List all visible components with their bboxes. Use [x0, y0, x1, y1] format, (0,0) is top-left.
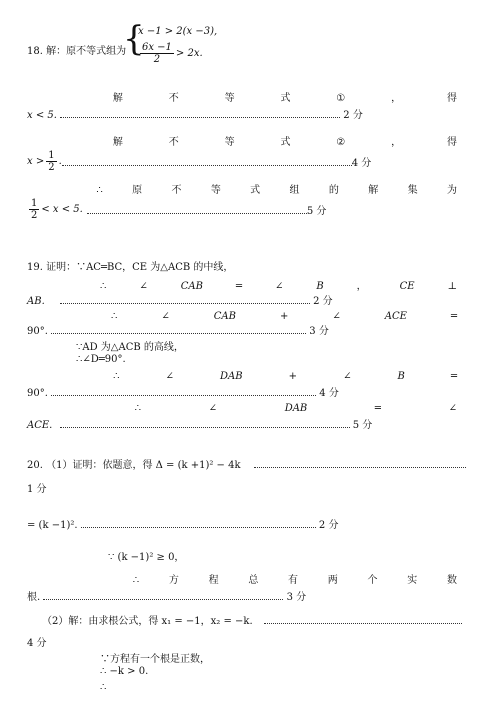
dotted-leader — [60, 109, 340, 118]
half-fraction: $\frac{1}{2}$ — [48, 150, 55, 173]
q20-l8: ∴ — [100, 682, 107, 693]
q18-step2-words: 解 不 等 式 ② ， 得 — [112, 137, 457, 148]
q19-l6-cont: ACE. 5 分 — [27, 420, 373, 431]
q20-expr3: ∵ (k −1)² ≥ 0， — [108, 552, 185, 563]
q18-step3-result-line: $\frac{1}{2}$ < x < 5. 5 分 — [31, 198, 327, 221]
system-fraction: $\frac{6x -1}{2}$ — [142, 42, 172, 65]
q19-l5-cont: 90°. 4 分 — [27, 388, 339, 399]
q19-header: 19. 证明：∵AC═BC，CE 为△ACB 的中线， — [27, 262, 234, 273]
q18-step1-words: 解 不 等 式 ① ， 得 — [112, 93, 457, 104]
dotted-leader — [60, 419, 350, 428]
q18-step2-result-line: x > $\frac{1}{2}$ . 4 分 — [27, 150, 372, 173]
q19-l4: ∴∠D═90°. — [76, 354, 126, 365]
dotted-leader — [254, 459, 466, 468]
system-line-2: $\frac{6x -1}{2}$ > 2x. — [142, 42, 203, 65]
dotted-leader — [264, 615, 462, 624]
system-line-1: x −1 > 2(x −3), — [138, 26, 218, 37]
q20-expr2-line: = (k −1)². 2 分 — [27, 520, 339, 531]
q18-header: 18. 解：原不等式组为 — [27, 46, 127, 57]
q19-l2-cont: 90°. 3 分 — [27, 326, 329, 337]
q18-step1-result-line: x < 5. 2 分 — [27, 110, 363, 121]
q20-l4-words: ∴ 方 程 总 有 两 个 实 数 — [132, 575, 457, 586]
half-fraction: $\frac{1}{2}$ — [31, 198, 38, 221]
dotted-leader — [62, 157, 352, 166]
dotted-leader — [51, 325, 306, 334]
q20-l6: ∵方程有一个根是正数， — [100, 654, 210, 665]
q20-l7: ∴ −k > 0. — [100, 666, 149, 677]
q19-l1-words: ∴ ∠ CAB ═ ∠ B ， CE ⊥ — [99, 281, 457, 292]
dotted-leader — [51, 387, 316, 396]
q19-l6-words: ∴ ∠ DAB ═ ∠ — [134, 403, 457, 414]
system-brace: { — [123, 19, 145, 59]
q18-step3-words: ∴ 原 不 等 式 组 的 解 集 为 — [96, 185, 457, 196]
q19-l2-words: ∴ ∠ CAB + ∠ ACE ═ — [111, 311, 457, 322]
q19-l1-cont: AB. 2 分 — [27, 296, 333, 307]
q20-score4: 4 分 — [27, 638, 47, 649]
q19-l3: ∵AD 为△ACB 的高线， — [76, 342, 184, 353]
dotted-leader — [87, 205, 307, 214]
dotted-leader — [43, 591, 283, 600]
q20-header: 20. （1）证明：依题意，得 Δ = (k +1)² − 4k — [27, 456, 466, 471]
dotted-leader — [60, 295, 310, 304]
q20-score1: 1 分 — [27, 484, 47, 495]
q20-part2: （2）解：由求根公式，得 x₁ = −1，x₂ = −k. — [42, 612, 462, 627]
dotted-leader — [81, 519, 316, 528]
q19-l5-words: ∴ ∠ DAB + ∠ B ═ — [113, 371, 457, 382]
q20-l4-cont: 根. 3 分 — [27, 592, 307, 603]
